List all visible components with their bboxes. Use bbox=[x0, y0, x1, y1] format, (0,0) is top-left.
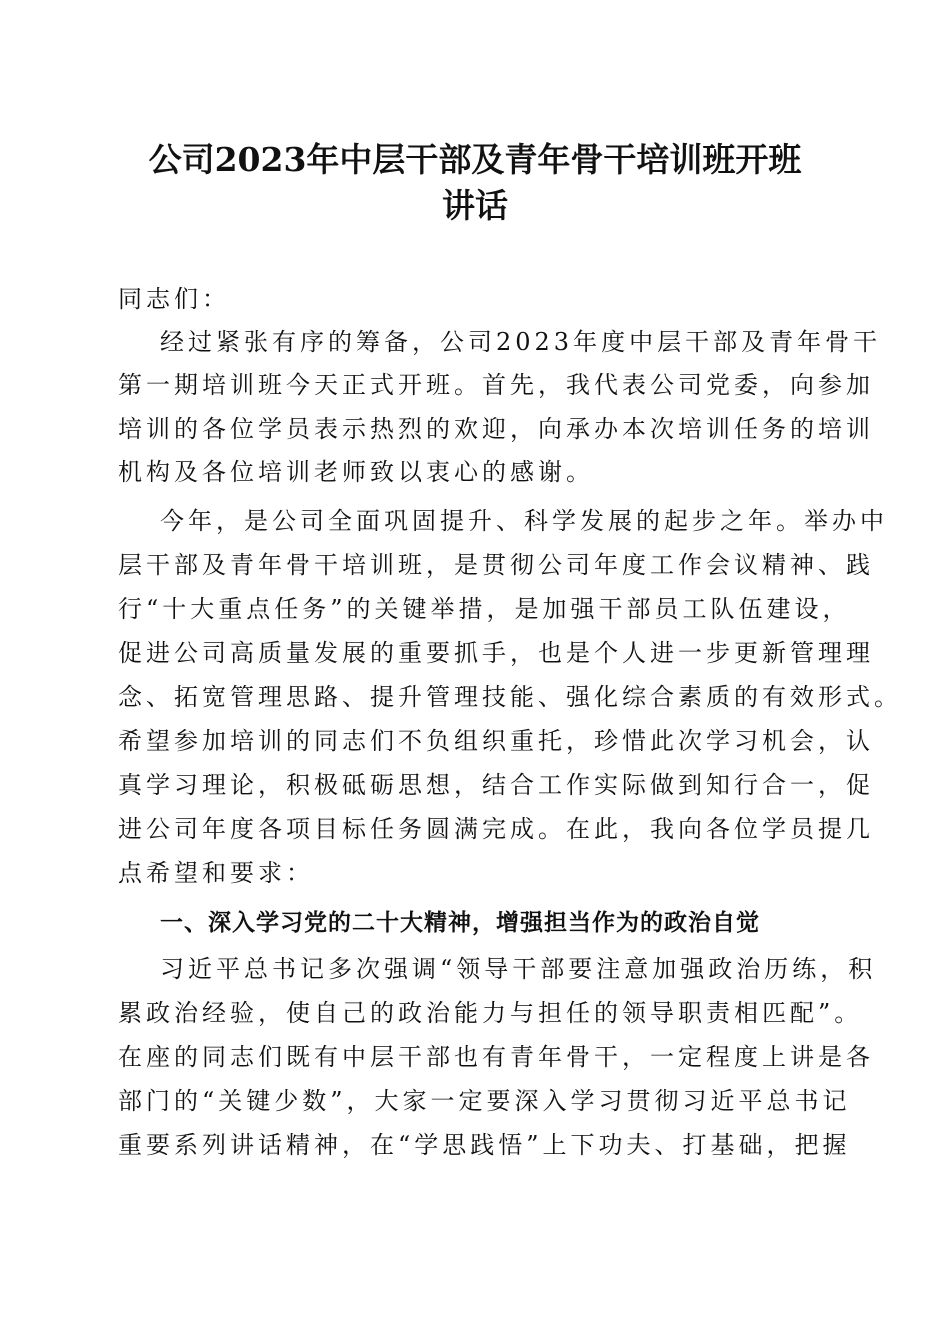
paragraph-line: 进公司年度各项目标任务圆满完成。在此，我向各位学员提几 bbox=[118, 815, 874, 843]
paragraph-line: 行“十大重点任务”的关键举措，是加强干部员工队伍建设， bbox=[118, 595, 851, 623]
document-title-line-2: 讲话 bbox=[442, 186, 508, 225]
paragraph-line: 培训的各位学员表示热烈的欢迎，向承办本次培训任务的培训 bbox=[118, 415, 874, 443]
paragraph-line: 第一期培训班今天正式开班。首先，我代表公司党委，向参加 bbox=[118, 371, 874, 399]
paragraph-line: 习近平总书记多次强调“领导干部要注意加强政治历练，积 bbox=[160, 955, 877, 983]
document-title-line-1: 公司2023年中层干部及青年骨干培训班开班 bbox=[148, 140, 802, 179]
section-heading: 一、深入学习党的二十大精神，增强担当作为的政治自觉 bbox=[160, 910, 760, 936]
paragraph-line: 累政治经验，使自己的政治能力与担任的领导职责相匹配”。 bbox=[118, 999, 863, 1027]
paragraph-line: 真学习理论，积极砥砺思想，结合工作实际做到知行合一，促 bbox=[118, 771, 874, 799]
paragraph-line: 在座的同志们既有中层干部也有青年骨干，一定程度上讲是各 bbox=[118, 1043, 874, 1071]
paragraph-line: 经过紧张有序的筹备，公司2023年度中层干部及青年骨干 bbox=[160, 328, 882, 356]
paragraph-line: 层干部及青年骨干培训班，是贯彻公司年度工作会议精神、践 bbox=[118, 551, 874, 579]
paragraph-line: 机构及各位培训老师致以衷心的感谢。 bbox=[118, 458, 594, 486]
paragraph-line: 念、拓宽管理思路、提升管理技能、强化综合素质的有效形式。 bbox=[118, 683, 902, 711]
paragraph-line: 促进公司高质量发展的重要抓手，也是个人进一步更新管理理 bbox=[118, 639, 874, 667]
paragraph-line: 今年，是公司全面巩固提升、科学发展的起步之年。举办中 bbox=[160, 507, 888, 535]
paragraph-line: 希望参加培训的同志们不负组织重托，珍惜此次学习机会，认 bbox=[118, 727, 874, 755]
paragraph-line: 点希望和要求： bbox=[118, 859, 314, 887]
salutation: 同志们： bbox=[118, 285, 230, 313]
paragraph-line: 部门的“关键少数”，大家一定要深入学习贯彻习近平总书记 bbox=[118, 1087, 851, 1115]
paragraph-line: 重要系列讲话精神，在“学思践悟”上下功夫、打基础，把握 bbox=[118, 1131, 851, 1159]
